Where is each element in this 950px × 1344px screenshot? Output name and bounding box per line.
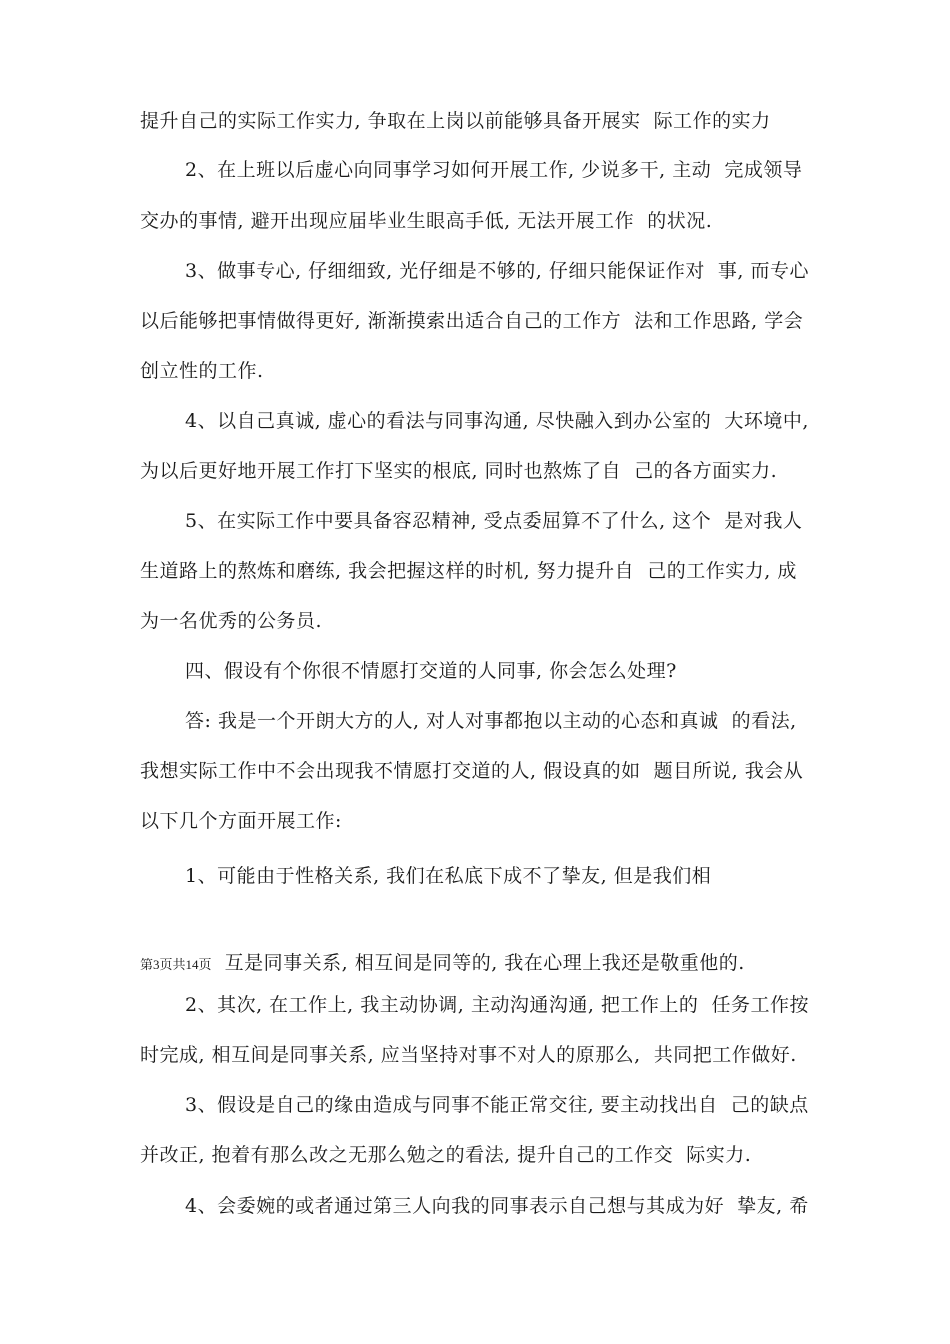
text-line: 并改正, 抱着有那么改之无那么勉之的看法, 提升自己的工作交 际实力. <box>140 1144 752 1166</box>
text-line: 以后能够把事情做得更好, 渐渐摸索出适合自己的工作方 法和工作思路, 学会 <box>140 310 804 332</box>
text-line: 四、假设有个你很不情愿打交道的人同事, 你会怎么处理? <box>185 660 677 682</box>
text-line: 创立性的工作. <box>140 360 264 382</box>
page-footer: 第3页共14页 <box>140 957 212 972</box>
text-line: 4、以自己真诚, 虚心的看法与同事沟通, 尽快融入到办公室的 大环境中, <box>185 410 809 432</box>
text-line: 5、在实际工作中要具备容忍精神, 受点委屈算不了什么, 这个 是对我人 <box>185 510 803 532</box>
text-line: 提升自己的实际工作实力, 争取在上岗以前能够具备开展实 际工作的实力 <box>140 110 771 132</box>
text-line: 3、假设是自己的缘由造成与同事不能正常交往, 要主动找出自 己的缺点 <box>185 1094 809 1116</box>
text-line: 4、会委婉的或者通过第三人向我的同事表示自己想与其成为好 挚友, 希 <box>185 1195 809 1217</box>
text-line: 1、可能由于性格关系, 我们在私底下成不了挚友, 但是我们相 <box>185 865 712 887</box>
text-line: 答: 我是一个开朗大方的人, 对人对事都抱以主动的心态和真诚 的看法, <box>185 710 797 732</box>
text-line: 为一名优秀的公务员. <box>140 610 323 632</box>
text-line: 我想实际工作中不会出现我不情愿打交道的人, 假设真的如 题目所说, 我会从 <box>140 760 804 782</box>
text-line: 3、做事专心, 仔细细致, 光仔细是不够的, 仔细只能保证作对 事, 而专心 <box>185 260 809 282</box>
text-line: 2、其次, 在工作上, 我主动协调, 主动沟通沟通, 把工作上的 任务工作按 <box>185 994 809 1016</box>
text-line: 交办的事情, 避开出现应届毕业生眼高手低, 无法开展工作 的状况. <box>140 210 713 232</box>
text-line: 生道路上的熬炼和磨练, 我会把握这样的时机, 努力提升自 己的工作实力, 成 <box>140 560 797 582</box>
text-line: 为以后更好地开展工作打下坚实的根底, 同时也熬炼了自 己的各方面实力. <box>140 460 778 482</box>
text-line: 2、在上班以后虚心向同事学习如何开展工作, 少说多干, 主动 完成领导 <box>185 159 803 181</box>
text-line: 时完成, 相互间是同事关系, 应当坚持对事不对人的原那么, 共同把工作做好. <box>140 1044 797 1066</box>
text-line: 互是同事关系, 相互间是同等的, 我在心理上我还是敬重他的. <box>224 952 745 974</box>
footer-line <box>140 950 745 978</box>
text-line: 以下几个方面开展工作: <box>140 810 342 832</box>
